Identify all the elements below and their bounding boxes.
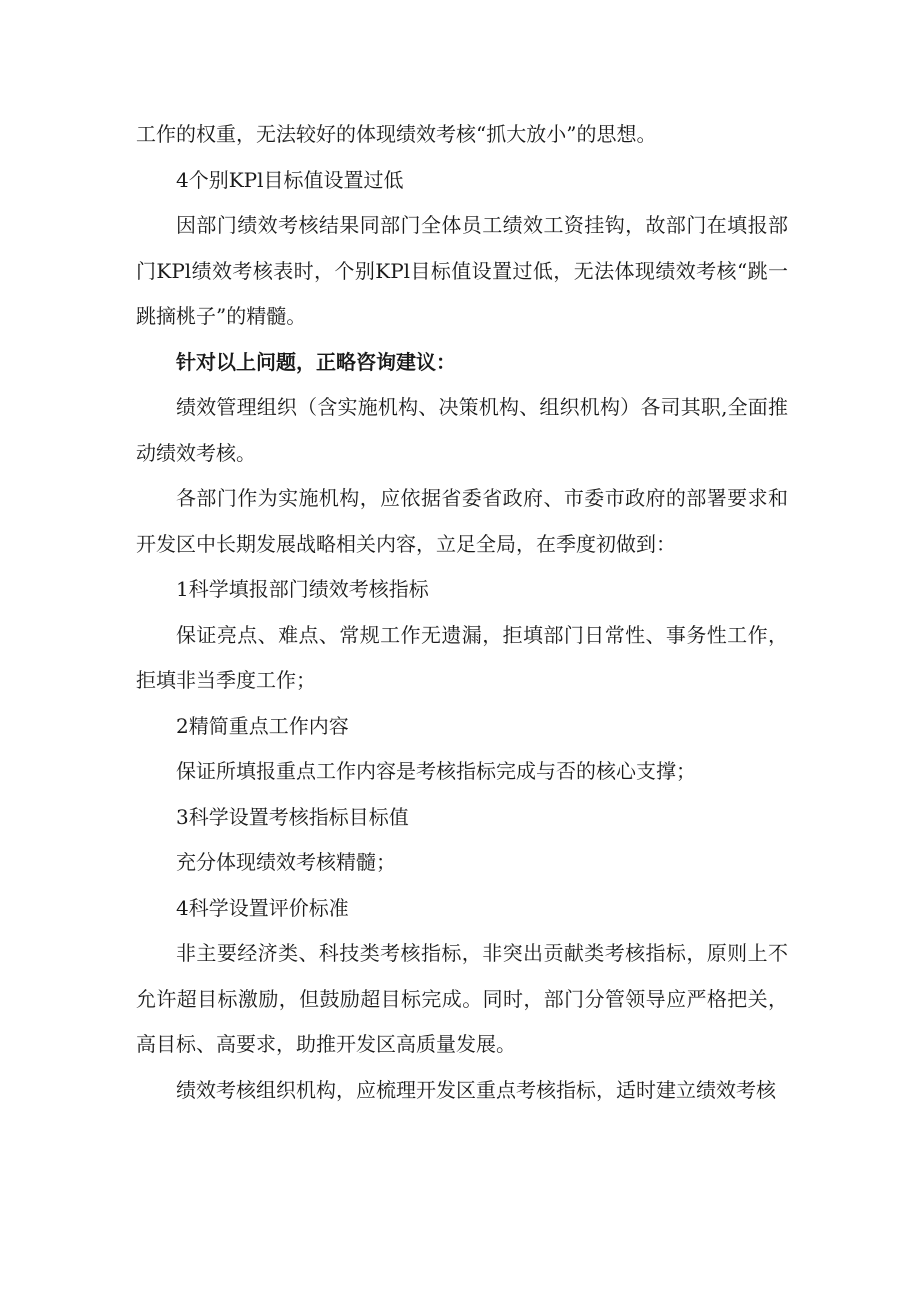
paragraph-4-bold-heading: 针对以上问题，正略咨询建议：: [176, 349, 456, 374]
paragraph-1: 工作的权重，无法较好的体现绩效考核“抓大放小”的思想。: [136, 122, 657, 146]
paragraph-12: 充分体现绩效考核精髓；: [176, 850, 396, 874]
paragraph-7-item-heading: 1科学填报部门绩效考核指标: [176, 577, 429, 601]
paragraph-8: 保证亮点、难点、常规工作无遗漏，拒填部门日常性、事务性工作，拒填非当季度工作；: [136, 622, 788, 692]
paragraph-9-item-heading: 2精简重点工作内容: [176, 713, 349, 738]
paragraph-3: 因部门绩效考核结果同部门全体员工绩效工资挂钩，故部门在填报部门KPl绩效考核表时，个别KPl目标值设置过低，无法体现绩效考核“跳一跳摘桃子”的精髓。: [136, 213, 788, 328]
paragraph-5: 绩效管理组织（含实施机构、决策机构、组织机构）各司其职,全面推动绩效考核。: [136, 395, 788, 465]
paragraph-15: 绩效考核组织机构，应梳理开发区重点考核指标，适时建立绩效考核: [176, 1077, 776, 1102]
paragraph-13-item-heading: 4科学设置评价标准: [176, 895, 349, 920]
document-body: [136, 112, 788, 1113]
paragraph-10: 保证所填报重点工作内容是考核指标完成与否的核心支撑；: [176, 759, 696, 783]
paragraph-6: 各部门作为实施机构，应依据省委省政府、市委市政府的部署要求和开发区中长期发展战略相关内容，立足全局，在季度初做到：: [136, 486, 788, 556]
paragraph-11-item-heading: 3科学设置考核指标目标值: [176, 804, 409, 829]
paragraph-2-heading: 4个别KPl目标值设置过低: [176, 167, 404, 192]
paragraph-14: 非主要经济类、科技类考核指标，非突出贡献类考核指标，原则上不允许超目标激励，但鼓励超目标完成。同时，部门分管领导应严格把关，高目标、高要求，助推开发区高质量发展。: [136, 941, 788, 1056]
